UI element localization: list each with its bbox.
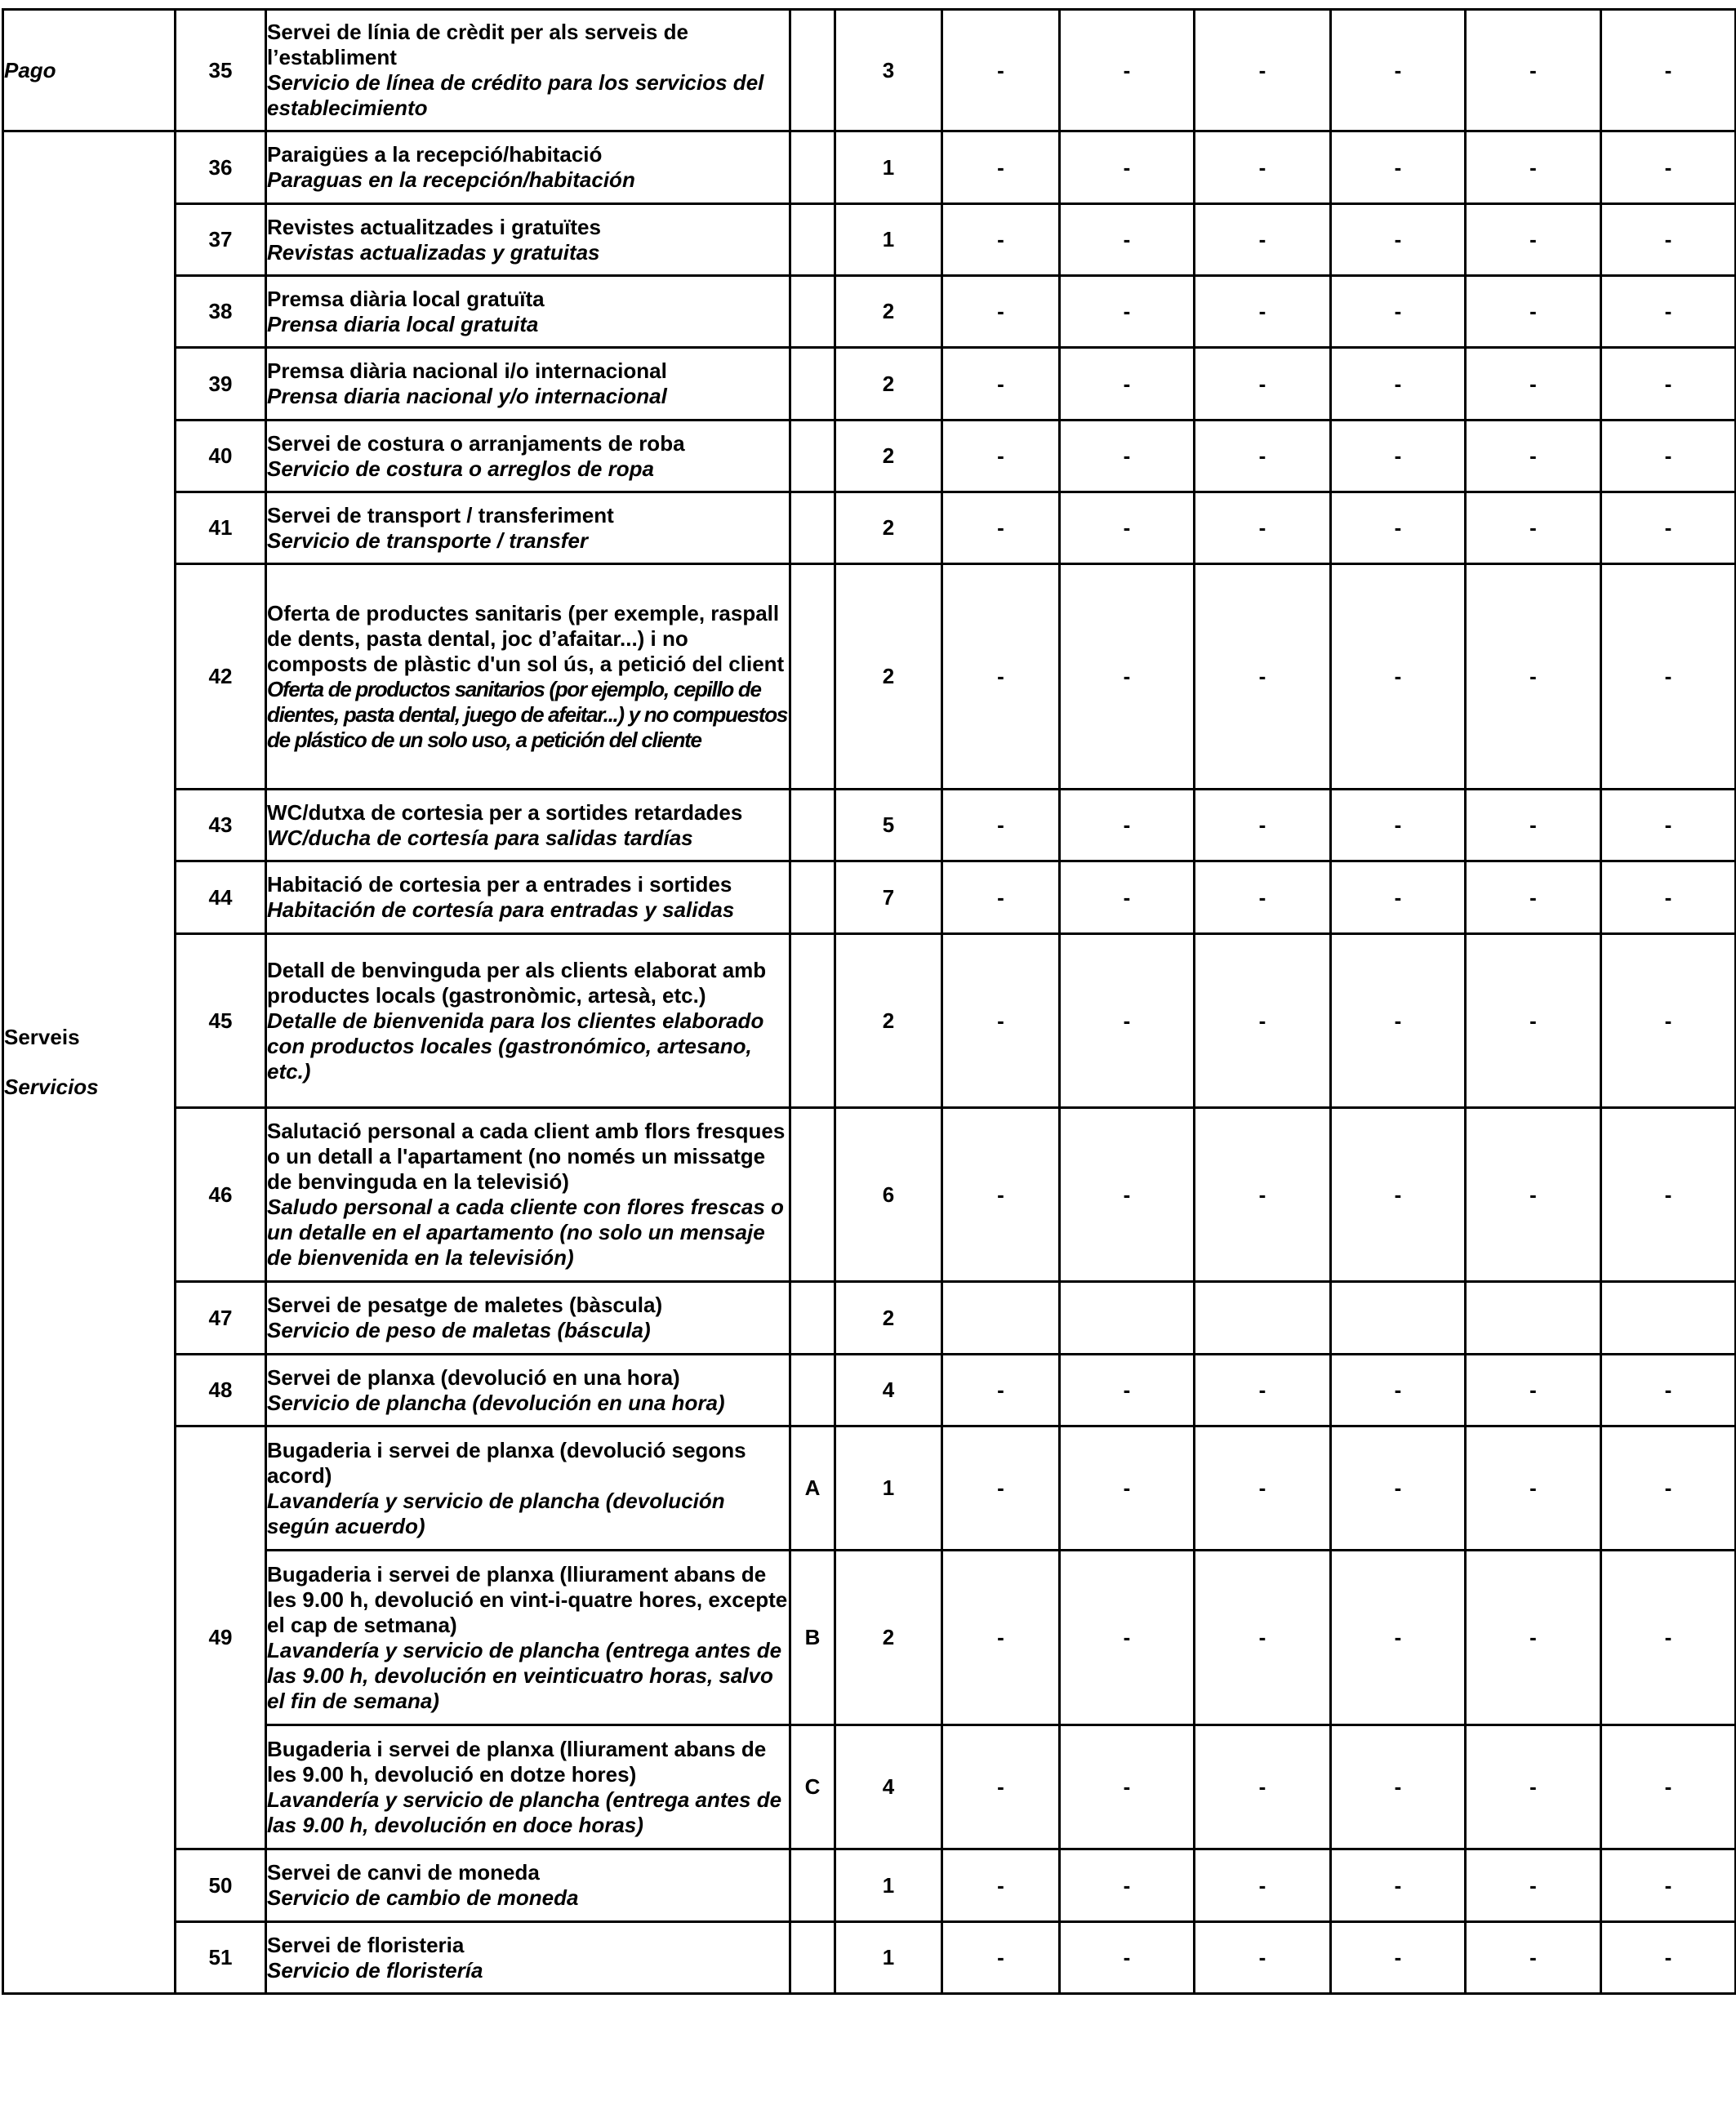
category-value: -: [1331, 204, 1466, 276]
item-description: [266, 861, 790, 934]
item-description: [266, 204, 790, 276]
points-value: 6: [835, 1108, 942, 1282]
category-value: -: [1466, 1426, 1601, 1551]
description-spanish: Oferta de productos sanitarios (por ejemplo, cepillo de dientes, pasta dental, juego de afeitar...) y no compuestos de plástico de un solo uso, a petición del cliente: [267, 676, 788, 752]
category-value: -: [1466, 204, 1601, 276]
category-value: -: [1331, 276, 1466, 348]
category-value: -: [942, 492, 1060, 564]
points-value: 4: [835, 1725, 942, 1849]
description-catalan: Oferta de productes sanitaris (per exemple, raspall de dents, pasta dental, joc d’afaitar...) i no composts de plàstic d'un sol ús, a petició del client: [267, 600, 785, 676]
category-value: -: [1060, 204, 1195, 276]
table-row: [3, 10, 1736, 131]
category-value: -: [1466, 1922, 1601, 1994]
points-value: 4: [835, 1355, 942, 1426]
category-value: -: [1331, 492, 1466, 564]
category-value: -: [942, 421, 1060, 492]
category-value: -: [1060, 1551, 1195, 1725]
points-value: 1: [835, 204, 942, 276]
description-spanish: Lavandería y servicio de plancha (entrega antes de las 9.00 h, devolución en veinticuatro horas, salvo el fin de semana): [267, 1637, 782, 1713]
category-value: [1466, 1282, 1601, 1355]
table-row: [3, 1108, 1736, 1282]
description-catalan: Servei de planxa (devolució en una hora): [267, 1364, 680, 1390]
category-value: -: [1601, 1922, 1736, 1994]
sub-option: [790, 1922, 835, 1994]
category-value: -: [1060, 790, 1195, 861]
sub-option: A: [790, 1426, 835, 1551]
item-number: 46: [176, 1108, 266, 1282]
category-value: [942, 1282, 1060, 1355]
category-value: -: [942, 1849, 1060, 1922]
category-value: -: [1601, 1426, 1736, 1551]
category-value: -: [1466, 131, 1601, 204]
category-value: -: [1601, 276, 1736, 348]
category-value: -: [1195, 934, 1331, 1108]
description-catalan: Servei de línia de crèdit per als serveis de l’establiment: [267, 20, 688, 69]
category-value: -: [1060, 1922, 1195, 1994]
category-value: -: [942, 204, 1060, 276]
category-value: -: [1331, 1725, 1466, 1849]
category-value: -: [942, 131, 1060, 204]
item-description: [266, 1355, 790, 1426]
category-value: -: [1466, 421, 1601, 492]
table-row: [3, 204, 1736, 276]
category-value: -: [1060, 492, 1195, 564]
points-value: 2: [835, 1282, 942, 1355]
category-value: -: [942, 1426, 1060, 1551]
category-value: -: [942, 348, 1060, 421]
category-value: -: [1601, 131, 1736, 204]
category-value: -: [1060, 1108, 1195, 1282]
description-catalan: Paraigües a la recepció/habitació: [267, 142, 603, 167]
item-description: [266, 1849, 790, 1922]
category-value: -: [1331, 564, 1466, 790]
table-row: [3, 131, 1736, 204]
category-value: -: [1466, 790, 1601, 861]
description-catalan: Servei de transport / transferiment: [267, 502, 614, 527]
category-value: -: [1060, 564, 1195, 790]
criteria-table: [2, 8, 1736, 1995]
category-value: -: [1331, 1426, 1466, 1551]
category-value: -: [1331, 348, 1466, 421]
category-value: -: [1601, 861, 1736, 934]
description-spanish: Servicio de peso de maletas (báscula): [267, 1318, 651, 1342]
table-row: [3, 564, 1736, 790]
category-value: -: [942, 861, 1060, 934]
points-value: 2: [835, 348, 942, 421]
description-catalan: Detall de benvinguda per als clients elaborat amb productes locals (gastronòmic, artesà, etc.): [267, 957, 767, 1008]
category-value: -: [1466, 1551, 1601, 1725]
category-value: -: [1195, 861, 1331, 934]
category-value: [1060, 1282, 1195, 1355]
description-spanish: Lavandería y servicio de plancha (entrega antes de las 9.00 h, devolución en doce horas): [267, 1787, 782, 1837]
category-value: -: [1601, 492, 1736, 564]
category-value: -: [1331, 1922, 1466, 1994]
description-catalan: Premsa diària nacional i/o internacional: [267, 358, 667, 383]
description-catalan: Revistes actualitzades i gratuïtes: [267, 214, 601, 239]
table-row: [3, 348, 1736, 421]
category-value: -: [942, 10, 1060, 131]
category-value: -: [1466, 276, 1601, 348]
description-spanish: Habitación de cortesía para entradas y salidas: [267, 897, 735, 922]
item-description: [266, 1426, 790, 1551]
item-number: 43: [176, 790, 266, 861]
sub-option: [790, 348, 835, 421]
item-number: 36: [176, 131, 266, 204]
description-spanish: Paraguas en la recepción/habitación: [267, 167, 635, 192]
sub-option: [790, 1108, 835, 1282]
category-value: -: [1466, 10, 1601, 131]
sub-option: [790, 131, 835, 204]
category-value: -: [942, 1108, 1060, 1282]
item-number: 39: [176, 348, 266, 421]
item-description: [266, 10, 790, 131]
points-value: 1: [835, 1426, 942, 1551]
table-row: [3, 1426, 1736, 1551]
sub-option: [790, 204, 835, 276]
points-value: 2: [835, 934, 942, 1108]
category-value: -: [1195, 1725, 1331, 1849]
item-number: 47: [176, 1282, 266, 1355]
category-value: -: [1466, 348, 1601, 421]
category-value: -: [1195, 1849, 1331, 1922]
item-description: [266, 1108, 790, 1282]
points-value: 1: [835, 1849, 942, 1922]
description-catalan: WC/dutxa de cortesia per a sortides retardades: [267, 799, 743, 825]
category-value: -: [1601, 1108, 1736, 1282]
category-value: -: [942, 1922, 1060, 1994]
points-value: 2: [835, 276, 942, 348]
item-description: [266, 1922, 790, 1994]
category-value: -: [1060, 421, 1195, 492]
category-value: -: [1331, 131, 1466, 204]
item-number: 40: [176, 421, 266, 492]
category-value: [1331, 1282, 1466, 1355]
points-value: 1: [835, 1922, 942, 1994]
description-spanish: Servicio de plancha (devolución en una hora): [267, 1390, 725, 1415]
category-value: -: [1601, 1355, 1736, 1426]
description-spanish: Servicio de floristería: [267, 1957, 483, 1983]
item-description: [266, 421, 790, 492]
category-value: -: [1331, 1355, 1466, 1426]
sub-option: [790, 421, 835, 492]
sub-option: [790, 1355, 835, 1426]
item-description: [266, 790, 790, 861]
points-value: 5: [835, 790, 942, 861]
category-value: -: [1601, 1551, 1736, 1725]
category-value: -: [1466, 861, 1601, 934]
description-catalan: Bugaderia i servei de planxa (lliurament abans de les 9.00 h, devolució en dotze hores): [267, 1736, 767, 1787]
category-value: -: [1195, 492, 1331, 564]
points-value: 2: [835, 564, 942, 790]
item-description: [266, 564, 790, 790]
points-value: 3: [835, 10, 942, 131]
table-body: [3, 10, 1736, 1994]
table-row: [3, 1922, 1736, 1994]
category-value: -: [1195, 10, 1331, 131]
description-catalan: Habitació de cortesia per a entrades i sortides: [267, 872, 732, 897]
category-value: -: [1466, 1355, 1601, 1426]
item-description: [266, 492, 790, 564]
item-number: 45: [176, 934, 266, 1108]
description-spanish: Prensa diaria nacional y/o internacional: [267, 384, 667, 408]
table-row: [3, 276, 1736, 348]
group-label-pago: Pago: [4, 57, 56, 82]
points-value: 2: [835, 492, 942, 564]
category-value: -: [1195, 421, 1331, 492]
category-value: [1195, 1282, 1331, 1355]
category-value: -: [1331, 1551, 1466, 1725]
category-value: -: [1601, 564, 1736, 790]
category-value: -: [1060, 276, 1195, 348]
category-value: -: [1195, 1426, 1331, 1551]
category-value: -: [942, 1551, 1060, 1725]
category-value: -: [1060, 861, 1195, 934]
description-catalan: Servei de floristeria: [267, 1932, 465, 1957]
description-spanish: Prensa diaria local gratuita: [267, 311, 539, 336]
item-number: 42: [176, 564, 266, 790]
sub-option: [790, 10, 835, 131]
group-label-serveis: Serveis: [4, 1025, 80, 1049]
points-value: 2: [835, 421, 942, 492]
item-number: 48: [176, 1355, 266, 1426]
sub-option: [790, 1282, 835, 1355]
table-row: [3, 1355, 1736, 1426]
category-value: -: [1601, 934, 1736, 1108]
category-value: -: [942, 276, 1060, 348]
category-value: -: [1195, 276, 1331, 348]
category-value: -: [1331, 861, 1466, 934]
sub-option: [790, 564, 835, 790]
item-number: 44: [176, 861, 266, 934]
group-label-cell: [3, 10, 176, 131]
item-description: [266, 1725, 790, 1849]
sub-option: B: [790, 1551, 835, 1725]
category-value: -: [942, 790, 1060, 861]
category-value: -: [942, 1355, 1060, 1426]
table-row: [3, 1849, 1736, 1922]
category-value: -: [1060, 348, 1195, 421]
category-value: -: [1466, 564, 1601, 790]
category-value: -: [1060, 1849, 1195, 1922]
description-catalan: Servei de pesatge de maletes (bàscula): [267, 1293, 663, 1317]
category-value: -: [1331, 10, 1466, 131]
sub-option: [790, 790, 835, 861]
category-value: -: [1601, 1849, 1736, 1922]
category-value: -: [1195, 131, 1331, 204]
description-catalan: Servei de costura o arranjaments de roba: [267, 430, 685, 456]
category-value: -: [1331, 421, 1466, 492]
category-value: -: [1466, 1849, 1601, 1922]
item-number: 50: [176, 1849, 266, 1922]
table-row: [3, 790, 1736, 861]
description-spanish: Servicio de línea de crédito para los servicios del establecimiento: [267, 70, 764, 120]
table-row: [3, 492, 1736, 564]
description-spanish: Servicio de costura o arreglos de ropa: [267, 456, 654, 481]
category-value: -: [1195, 790, 1331, 861]
category-value: -: [942, 564, 1060, 790]
points-value: 7: [835, 861, 942, 934]
category-value: -: [1060, 131, 1195, 204]
item-number: 49: [176, 1426, 266, 1849]
description-catalan: Bugaderia i servei de planxa (lliurament abans de les 9.00 h, devolució en vint-i-quatre hores, excepte el cap de setmana): [267, 1561, 788, 1637]
category-value: [1601, 1282, 1736, 1355]
category-value: -: [1601, 10, 1736, 131]
group-label-cell: [3, 131, 176, 1994]
category-value: -: [1601, 348, 1736, 421]
item-description: [266, 934, 790, 1108]
description-spanish: Servicio de transporte / transfer: [267, 527, 589, 553]
category-value: -: [1331, 934, 1466, 1108]
category-value: -: [1601, 421, 1736, 492]
item-description: [266, 348, 790, 421]
description-spanish: Detalle de bienvenida para los clientes elaborado con productos locales (gastronómico, artesano, etc.): [267, 1008, 764, 1084]
item-number: 37: [176, 204, 266, 276]
item-number: 41: [176, 492, 266, 564]
item-number: 51: [176, 1922, 266, 1994]
description-catalan: Servei de canvi de moneda: [267, 1860, 540, 1885]
item-number: 35: [176, 10, 266, 131]
points-value: 2: [835, 1551, 942, 1725]
sub-option: [790, 934, 835, 1108]
description-spanish: WC/ducha de cortesía para salidas tardías: [267, 825, 693, 850]
category-value: -: [1466, 934, 1601, 1108]
item-description: [266, 1282, 790, 1355]
category-value: -: [1601, 204, 1736, 276]
sub-option: [790, 861, 835, 934]
table-row: [3, 421, 1736, 492]
description-spanish: Lavandería y servicio de plancha (devolución según acuerdo): [267, 1488, 725, 1538]
description-catalan: Premsa diària local gratuïta: [267, 286, 545, 311]
category-value: -: [1331, 1849, 1466, 1922]
category-value: -: [1060, 10, 1195, 131]
sub-option: C: [790, 1725, 835, 1849]
table-row: [3, 934, 1736, 1108]
category-value: -: [942, 934, 1060, 1108]
category-value: -: [1195, 1922, 1331, 1994]
description-catalan: Salutació personal a cada client amb flors fresques o un detall a l'apartament (no només un missatge de benvinguda en la televisió): [267, 1119, 786, 1194]
sub-option: [790, 276, 835, 348]
category-value: -: [1466, 492, 1601, 564]
sub-option: [790, 1849, 835, 1922]
category-value: -: [1195, 1355, 1331, 1426]
category-value: -: [1195, 1551, 1331, 1725]
sub-option: [790, 492, 835, 564]
category-value: -: [1466, 1725, 1601, 1849]
group-label-servicios: Servicios: [4, 1075, 99, 1099]
category-value: -: [1060, 1725, 1195, 1849]
description-catalan: Bugaderia i servei de planxa (devolució segons acord): [267, 1437, 746, 1488]
table-row: [3, 861, 1736, 934]
category-value: -: [1601, 790, 1736, 861]
item-description: [266, 1551, 790, 1725]
category-value: -: [1195, 204, 1331, 276]
category-value: -: [1195, 1108, 1331, 1282]
table-row: [3, 1282, 1736, 1355]
category-value: -: [1060, 934, 1195, 1108]
description-spanish: Saludo personal a cada cliente con flores frescas o un detalle en el apartamento (no solo un mensaje de bienvenida en la televisión): [267, 1195, 784, 1270]
item-number: 38: [176, 276, 266, 348]
category-value: -: [1195, 348, 1331, 421]
category-value: -: [1060, 1355, 1195, 1426]
category-value: -: [1195, 564, 1331, 790]
category-value: -: [1466, 1108, 1601, 1282]
description-spanish: Servicio de cambio de moneda: [267, 1885, 579, 1910]
description-spanish: Revistas actualizadas y gratuitas: [267, 239, 600, 265]
category-value: -: [942, 1725, 1060, 1849]
category-value: -: [1601, 1725, 1736, 1849]
item-description: [266, 131, 790, 204]
category-value: -: [1331, 790, 1466, 861]
category-value: -: [1060, 1426, 1195, 1551]
category-value: -: [1331, 1108, 1466, 1282]
item-description: [266, 276, 790, 348]
points-value: 1: [835, 131, 942, 204]
